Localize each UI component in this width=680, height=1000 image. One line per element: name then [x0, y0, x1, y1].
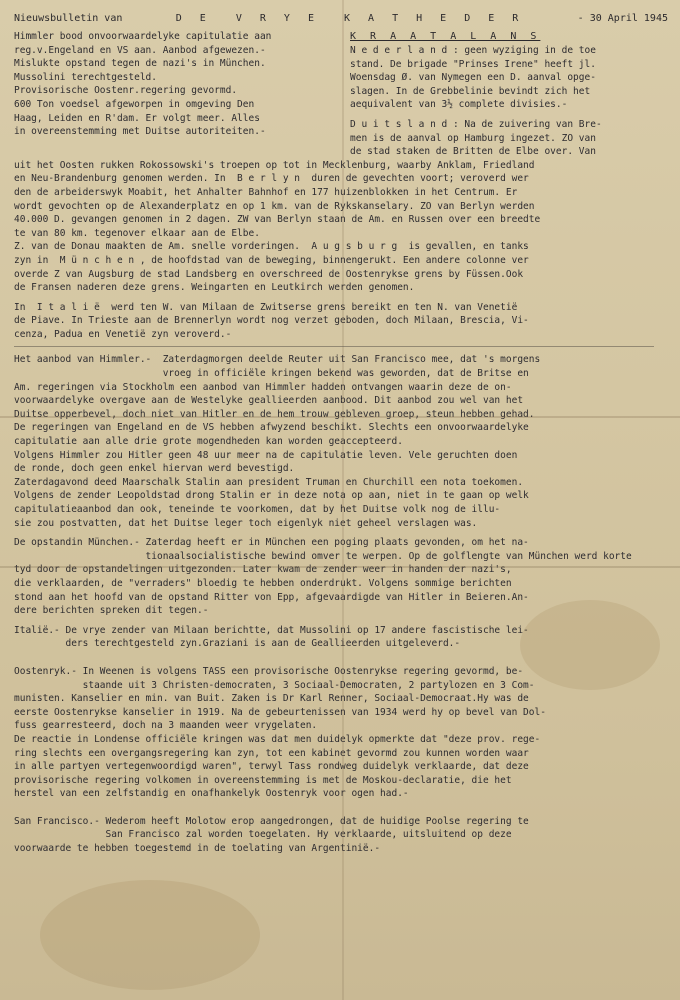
- masthead: [14, 12, 668, 26]
- body-line: De regeringen van Engeland en de VS hebben afwyzend beschikt. Slechts een onvoorwaardelyke: [14, 422, 529, 434]
- headline-line: in overeenstemming met Duitse autoriteiten.-: [14, 126, 266, 138]
- masthead-title: D E V R Y E K A T H E D E R: [175, 13, 525, 24]
- body-line: de Fransen naderen deze grens. Weingarten en Leutkirch werden genomen.: [14, 282, 415, 294]
- headline-line: reg.v.Engeland en VS aan. Aanbod afgewezen.-: [14, 44, 266, 56]
- body-line: San Francisco zal worden toegelaten. Hy verklaarde, uitsluitend op deze: [14, 829, 512, 841]
- front-line: men is de aanval op Hamburg ingezet. ZO van: [350, 132, 596, 144]
- body-line: Oostenryk.- In Weenen is volgens TASS een provisorische Oostenrykse regering gevormd, be-: [14, 665, 524, 677]
- body-line: eerste Oostenrykse kanselier in 1919. Na de gebeurtenissen van 1934 werd hy op bevel van Dol-: [14, 706, 546, 718]
- body-line: 40.000 D. gevangen genomen in 2 dagen. ZW van Berlyn staan de Am. en Russen over een breedte: [14, 214, 541, 226]
- front-line: D u i t s l a n d : Na de zuivering van Bre-: [350, 118, 602, 130]
- body-line: tionaalsocialistische bewind omver te werpen. Op de golflengte van München werd korte: [14, 550, 632, 562]
- front-line: N e d e r l a n d : geen wyziging in de toe: [350, 45, 596, 56]
- body-line: den de arbeiderswyk Moabit, het Anhalter Bahnhof en 177 huizenblokken in het Centrum. Er: [14, 186, 518, 198]
- body-line: voorwaarde te hebben toegestemd in de toelating van Argentinië.-: [14, 843, 381, 855]
- headlines-column: [14, 30, 342, 159]
- body-line: Volgens Himmler zou Hitler geen 48 uur meer na de capitulatie leven. Vele geruchten doen: [14, 449, 518, 461]
- paper-stain: [520, 600, 660, 690]
- section-divider: [14, 346, 654, 347]
- spacer: [14, 801, 668, 815]
- section-san-francisco: [14, 815, 668, 856]
- body-line: herstel van een zelfstandig en onafhankelyk Oostenryk voor ogen had.-: [14, 788, 409, 800]
- body-line: Het aanbod van Himmler.- Zaterdagmorgen deelde Reuter uit San Francisco mee, dat 's morgens: [14, 354, 541, 366]
- body-line: die verklaarden, de "verraders" bloedig te hebben onderdrukt. Volgens sommige berichten: [14, 577, 512, 589]
- headline-columns: [14, 30, 668, 159]
- body-line: staande uit 3 Christen-democraten, 3 Sociaal-Democraten, 2 partylozen en 3 Com-: [14, 679, 535, 691]
- body-line: Volgens de zender Leopoldstad drong Stalin er in deze nota op aan, niet in te gaan op welk: [14, 490, 529, 502]
- headline-line: Haag, Leiden en R'dam. Er volgt meer. Alles: [14, 112, 260, 124]
- paper-fold: [0, 416, 680, 418]
- front-line: de stad staken de Britten de Elbe over. Van: [350, 146, 596, 158]
- body-line: in alle partyen vertegenwoordigd waren", terwyl Tass rondweg duidelyk verklaarde, dat deze: [14, 761, 529, 773]
- masthead-date: - 30 April 1945: [577, 13, 668, 24]
- paper-fold: [0, 566, 680, 568]
- masthead-label: Nieuwsbulletin van: [14, 13, 123, 24]
- body-line: en Neu-Brandenburg genomen werden. In B e r l y n duren de gevechten voort; veroverd wer: [14, 173, 529, 185]
- body-line: de Piave. In Trieste aan de Brennerlyn wordt nog verzet geboden, doch Milaan, Brescia, Vi-: [14, 315, 529, 327]
- body-line: munisten. Kanselier en min. van Buit. Zaken is Dr Karl Renner, Sociaal-Democraat.Hy was de: [14, 693, 529, 705]
- body-line: cenza, Padua en Venetië zyn veroverd.-: [14, 328, 232, 340]
- italy-front: [14, 301, 668, 342]
- headline-line: Mussolini terechtgesteld.: [14, 71, 157, 83]
- body-line: Am. regeringen via Stockholm een aanbod van Himmler hadden ontvangen waarin deze de on-: [14, 381, 512, 393]
- body-line: sie zou postvatten, dat het Duitse leger toch eigenlyk niet geheel verslagen was.: [14, 517, 478, 529]
- body-line: ring slechts een overgangsregering kan zyn, tot een kabinet gevormd zou kunnen worden waar: [14, 747, 529, 759]
- front-line: Woensdag Ø. van Nymegen een D. aanval opge-: [350, 72, 596, 84]
- body-line: uit het Oosten rukken Rokossowski's troepen op tot in Mecklenburg, waarby Anklam, Friedland: [14, 159, 535, 171]
- body-line: voorwaardelyke overgave aan de Westelyke geallieerden aanbood. Dit aanbod zou wel van het: [14, 395, 524, 407]
- body-line: wordt gevochten op de Alexanderplatz en op 1 km. van de Rykskanselary. ZO van Berlyn werden: [14, 200, 535, 212]
- body-line: Z. van de Donau maakten de Am. snelle vorderingen. A u g s b u r g is gevallen, en tanks: [14, 241, 529, 253]
- body-line: Zaterdagavond deed Maarschalk Stalin aan president Truman en Churchill een nota toekomen.: [14, 476, 524, 488]
- headline-line: Himmler bood onvoorwaardelyke capitulatie aan: [14, 31, 272, 42]
- section-himmler: [14, 353, 668, 530]
- body-line: ders terechtgesteld zyn.Graziani is aan de Geallieerden uitgeleverd.-: [14, 638, 461, 650]
- front-line: aequivalent van 3½ complete divisies.-: [350, 99, 568, 111]
- body-line: te van 80 km. tegenover elkaar aan de Elbe.: [14, 227, 260, 239]
- body-line: tyd door de opstandelingen uitgezonden. Later kwam de zender weer in handen der nazi's,: [14, 564, 512, 576]
- body-line: dere berichten spreken dit tegen.-: [14, 605, 209, 617]
- front-line: stand. De brigade "Prinses Irene" heeft jl.: [350, 58, 596, 70]
- body-line: provisorische regering volkomen in overeenstemming is met de Moskou-declaratie, die het: [14, 774, 512, 786]
- front-line: slagen. In de Grebbelinie bevindt zich het: [350, 85, 591, 97]
- body-line: vroeg in officiële kringen bekend was geworden, dat de Britse en: [14, 368, 529, 380]
- headline-line: 600 Ton voedsel afgeworpen in omgeving Den: [14, 98, 255, 110]
- front-continuation: [14, 159, 668, 295]
- body-line: stond aan het hoofd van de opstand Ritter von Epp, afgevaardigde van Hitler in Beieren.An-: [14, 591, 529, 603]
- body-line: overde Z van Augsburg de stad Landsberg en overschreed de Oostenrykse grens by Füssen.Ook: [14, 268, 524, 280]
- body-line: de ronde, doch geen enkel hiervan werd bevestigd.: [14, 463, 295, 475]
- paper-fold-vertical: [342, 0, 344, 1000]
- body-line: In I t a l i ë werd ten W. van Milaan de Zwitserse grens bereikt en ten N. van Venetië: [14, 301, 518, 313]
- body-line: capitulatieaanbod dan ook, teneinde te voorkomen, dat by het Duitse volk nog de illu-: [14, 504, 501, 515]
- body-line: capitulatie aan alle drie grote mogendheden kan worden geaccepteerd.: [14, 436, 403, 448]
- paper-stain: [40, 880, 260, 990]
- headline-line: Mislukte opstand tegen de nazi's in München.: [14, 58, 266, 70]
- body-line: San Francisco.- Wederom heeft Molotow erop aangedrongen, dat de huidige Poolse regering te: [14, 815, 529, 827]
- body-line: Italië.- De vrye zender van Milaan berichtte, dat Mussolini op 17 andere fascistische lei-: [14, 624, 529, 636]
- front-column: [350, 30, 668, 159]
- headline-line: Provisorische Oostenr.regering gevormd.: [14, 85, 238, 97]
- body-line: fuss gearresteerd, doch na 3 maanden weer vrygelaten.: [14, 720, 318, 732]
- body-line: De opstandin München.- Zaterdag heeft er in München een poging plaats gevonden, om het na-: [14, 537, 529, 549]
- body-line: zyn in M ü n c h e n , de hoofdstad van de beweging, binnengerukt. Een andere colonne ver: [14, 254, 529, 266]
- front-title: K R A A T A L A N S: [350, 31, 541, 42]
- body-line: De reactie in Londense officiële kringen was dat men duidelyk opmerkte dat "deze prov. rege-: [14, 733, 541, 745]
- body-line: Duitse opperbevel, doch niet van Hitler en de hem trouw gebleven groep, steun hebben gehad.: [14, 408, 535, 420]
